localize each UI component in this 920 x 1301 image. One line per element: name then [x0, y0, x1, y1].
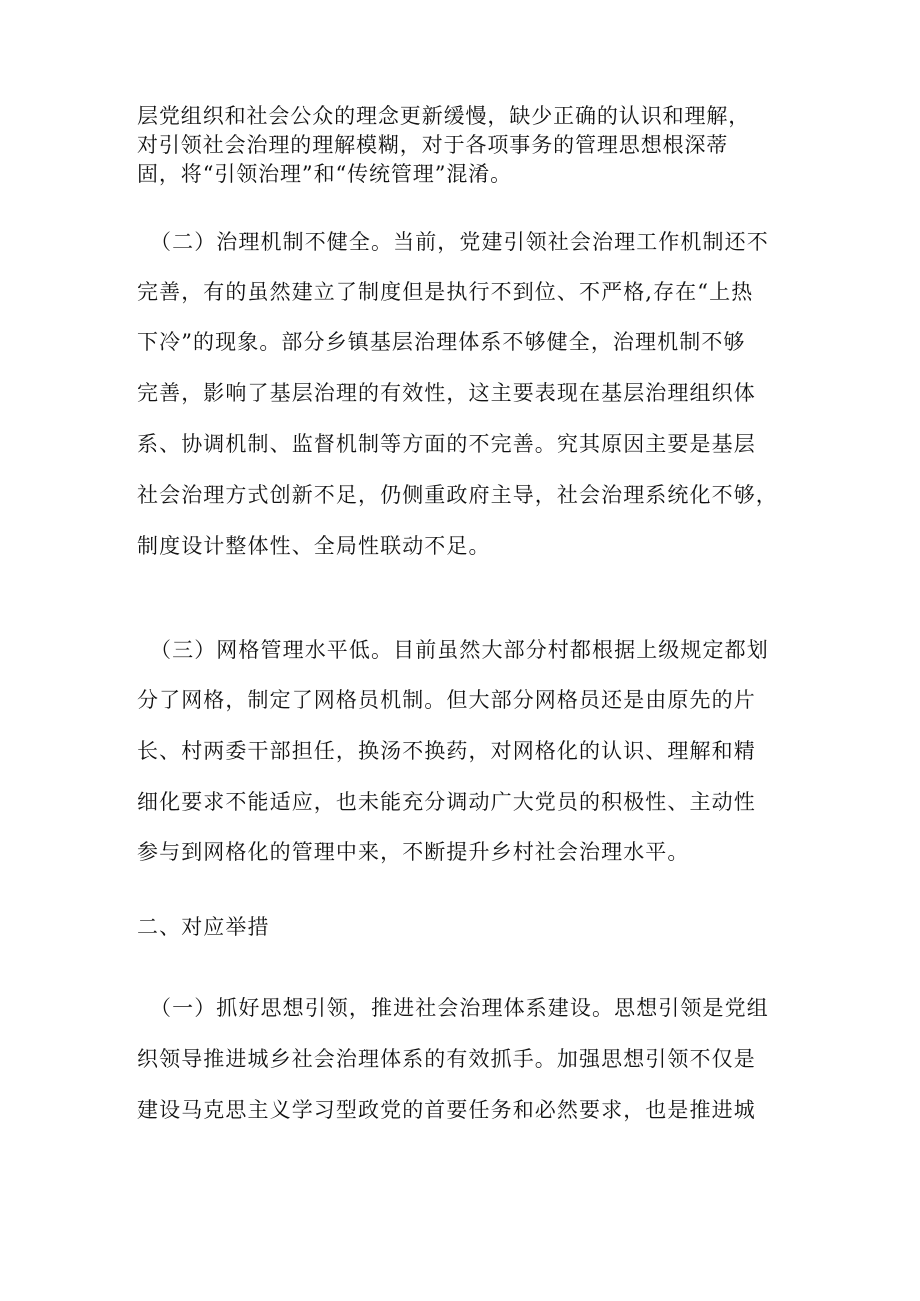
text-line: 建设马克思主义学习型政党的首要任务和必然要求，也是推进城 — [137, 1098, 756, 1122]
text-line: （一）抓好思想引领，推进社会治理体系建设。思想引领是党组 — [150, 996, 769, 1020]
text-line: 社会治理方式创新不足，仍侧重政府主导，社会治理系统化不够， — [137, 483, 778, 507]
text-line: 长、村两委干部担任，换汤不换药，对网格化的认识、理解和精 — [137, 739, 756, 763]
text-line: 下冷”的现象。部分乡镇基层治理体系不够健全，治理机制不够 — [137, 330, 746, 354]
text-line: 制度设计整体性、全局性联动不足。 — [137, 534, 491, 558]
text-line: 细化要求不能适应，也未能充分调动广大党员的积极性、主动性 — [137, 790, 756, 814]
text-line: 参与到网格化的管理中来，不断提升乡村社会治理水平。 — [137, 840, 690, 864]
text-line: （二）治理机制不健全。当前，党建引领社会治理工作机制还不 — [150, 230, 769, 254]
text-line: 织领导推进城乡社会治理体系的有效抓手。加强思想引领不仅是 — [137, 1047, 756, 1071]
text-line: 完善，有的虽然建立了制度但是执行不到位、不严格,存在“上热 — [137, 280, 754, 304]
text-line: （三）网格管理水平低。目前虽然大部分村都根据上级规定都划 — [150, 638, 769, 662]
text-line: 系、协调机制、监督机制等方面的不完善。究其原因主要是基层 — [137, 432, 756, 456]
text-line: 分了网格，制定了网格员机制。但大部分网格员还是由原先的片 — [137, 688, 756, 712]
heading-text: 二、对应举措 — [137, 915, 270, 939]
text-line: 层党组织和社会公众的理念更新缓慢，缺少正确的认识和理解， — [137, 104, 751, 128]
text-line: 对引领社会治理的理解模糊，对于各项事务的管理思想根深蒂 — [137, 133, 729, 157]
text-line: 固，将“引领治理”和“传统管理”混淆。 — [137, 162, 513, 186]
text-line: 完善，影响了基层治理的有效性，这主要表现在基层治理组织体 — [137, 381, 756, 405]
